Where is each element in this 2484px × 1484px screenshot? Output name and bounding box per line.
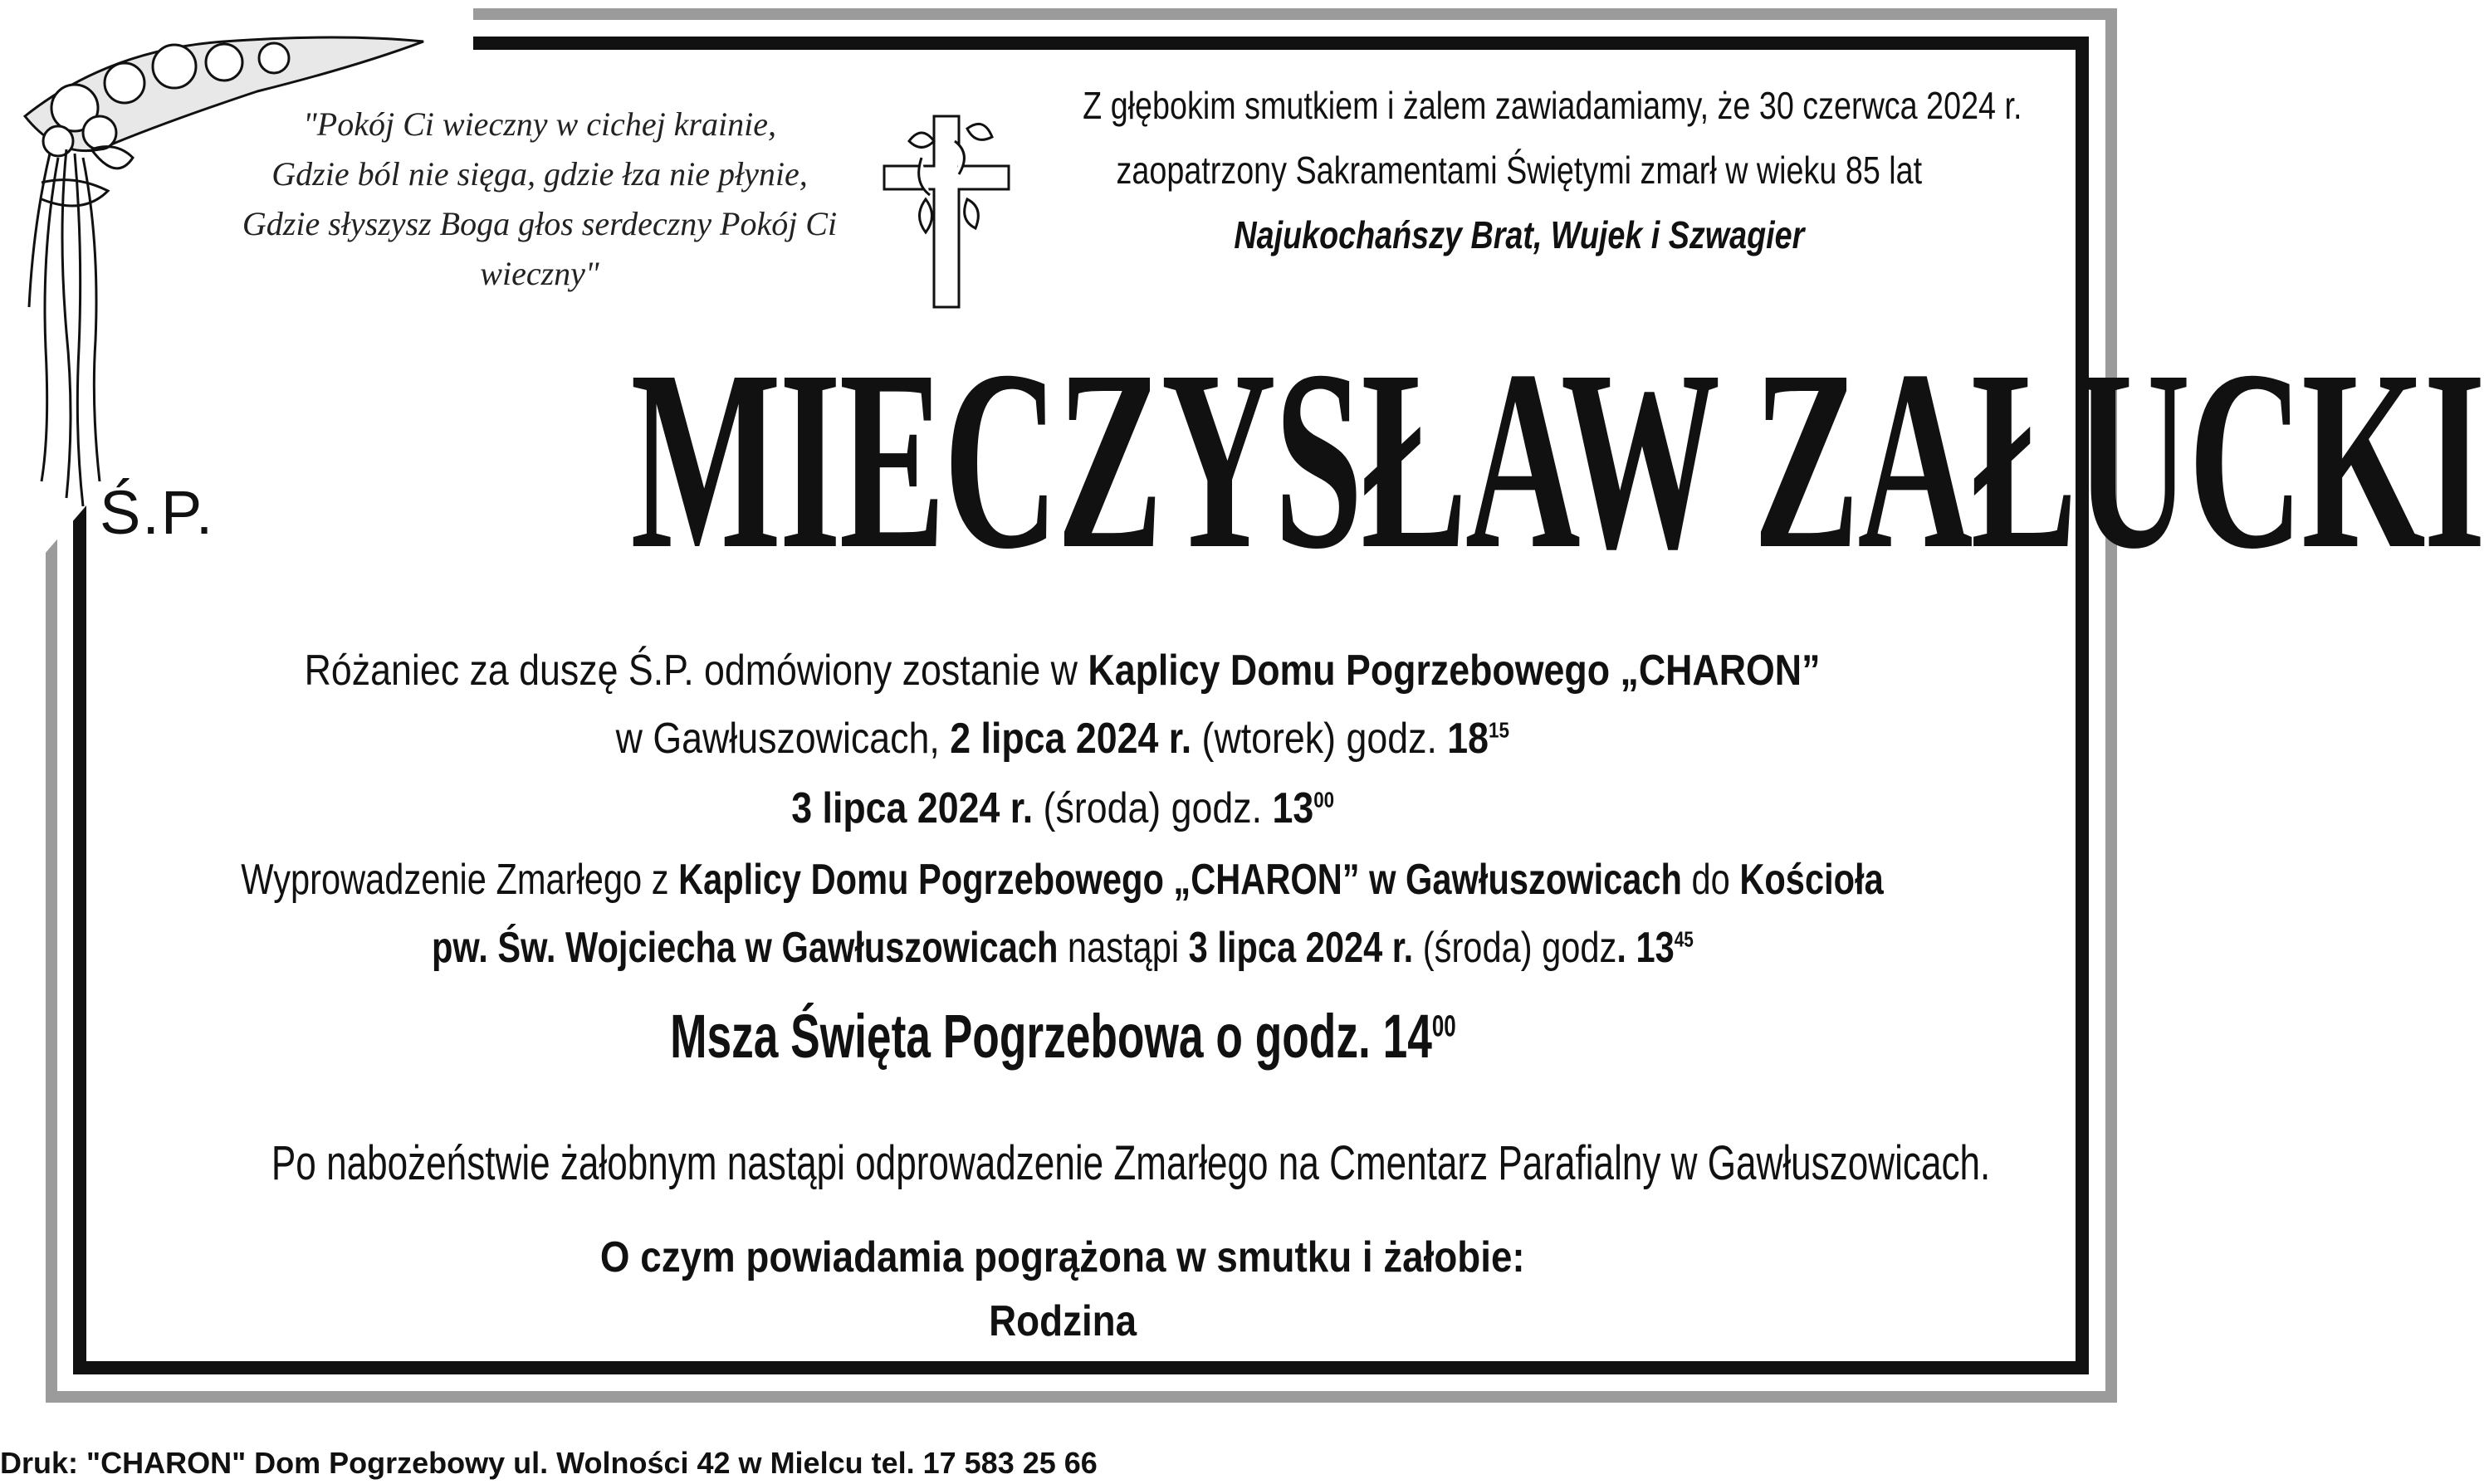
text: (środa) godz. (1032, 784, 1273, 832)
deceased-name: MIECZYSŁAW ZAŁUCKI (630, 318, 2484, 603)
procession-line-2 (0, 923, 2125, 973)
time-minutes: 00 (1431, 1008, 1456, 1043)
time-minutes: 45 (1674, 926, 1694, 952)
quote-line: Gdzie słyszysz Boga głos serdeczny Pokój Ci wieczny" (242, 205, 838, 292)
text: nastąpi (1058, 924, 1189, 972)
closing-text: O czym powiadamia pogrążona w smutku i żałobie: (600, 1233, 1525, 1281)
church-name: pw. Św. Wojciecha w Gawłuszowicach (432, 924, 1059, 972)
text: Wyprowadzenie Zmarłego z (241, 856, 679, 904)
church: Kościoła (1739, 856, 1885, 904)
text: (wtorek) godz. (1191, 715, 1448, 763)
family-signature: Rodzina (989, 1297, 1137, 1345)
time-minutes: 15 (1489, 717, 1510, 743)
closing-line-1 (0, 1233, 2125, 1282)
memorial-quote (208, 100, 872, 299)
quote-line: Gdzie ból nie sięga, gdzie łza nie płynie, (271, 155, 808, 193)
procession-line-1 (0, 855, 2125, 905)
funeral-mass (0, 1001, 2125, 1072)
text: w Gawłuszowicach, (615, 715, 951, 763)
quote-line: "Pokój Ci wieczny w cichej krainie, (303, 105, 776, 143)
text: (środa) godz (1413, 924, 1617, 972)
time-minutes: 00 (1313, 787, 1334, 813)
rosary-line-1 (0, 646, 2125, 696)
mass-text: Msza Święta Pogrzebowa o godz. 14 (669, 1002, 1432, 1071)
date: 3 lipca 2024 r. (1188, 924, 1414, 972)
rosary-line-2 (0, 714, 2125, 764)
date: 3 lipca 2024 r. (791, 784, 1033, 832)
burial-text: Po nabożeństwie żałobnym nastąpi odprowadzenie Zmarłego na Cmentarz Parafialny w Gawłuszowicach. (271, 1136, 1991, 1190)
announcement-line: Z głębokim smutkiem i żalem zawiadamiamy, że 30 czerwca 2024 r. (1083, 84, 2022, 127)
printer-footer: Druk: "CHARON" Dom Pogrzebowy ul. Wolności 42 w Mielcu tel. 17 583 25 66 (0, 1446, 1098, 1480)
date: 2 lipca 2024 r. (950, 715, 1192, 763)
prefix-sp: Ś.P. (100, 478, 215, 547)
time: 13 (1272, 784, 1314, 832)
announcement-line: zaopatrzony Sakramentami Świętymi zmarł w wieku 85 lat (1116, 149, 1923, 192)
death-announcement (980, 73, 2059, 267)
text: do (1682, 856, 1740, 904)
burial-info (0, 1135, 2125, 1191)
text: Różaniec za duszę Ś.P. odmówiony zostanie w (305, 647, 1088, 695)
rosary-line-3 (0, 783, 2125, 833)
closing-line-2 (0, 1296, 2125, 1346)
time: 18 (1447, 715, 1489, 763)
time: . 13 (1616, 924, 1675, 972)
relation-line: Najukochańszy Brat, Wujek i Szwagier (1234, 213, 1805, 256)
chapel-name: Kaplicy Domu Pogrzebowego „CHARON” w Gawłuszowicach (678, 856, 1683, 904)
chapel-name: Kaplicy Domu Pogrzebowego „CHARON” (1088, 647, 1821, 695)
